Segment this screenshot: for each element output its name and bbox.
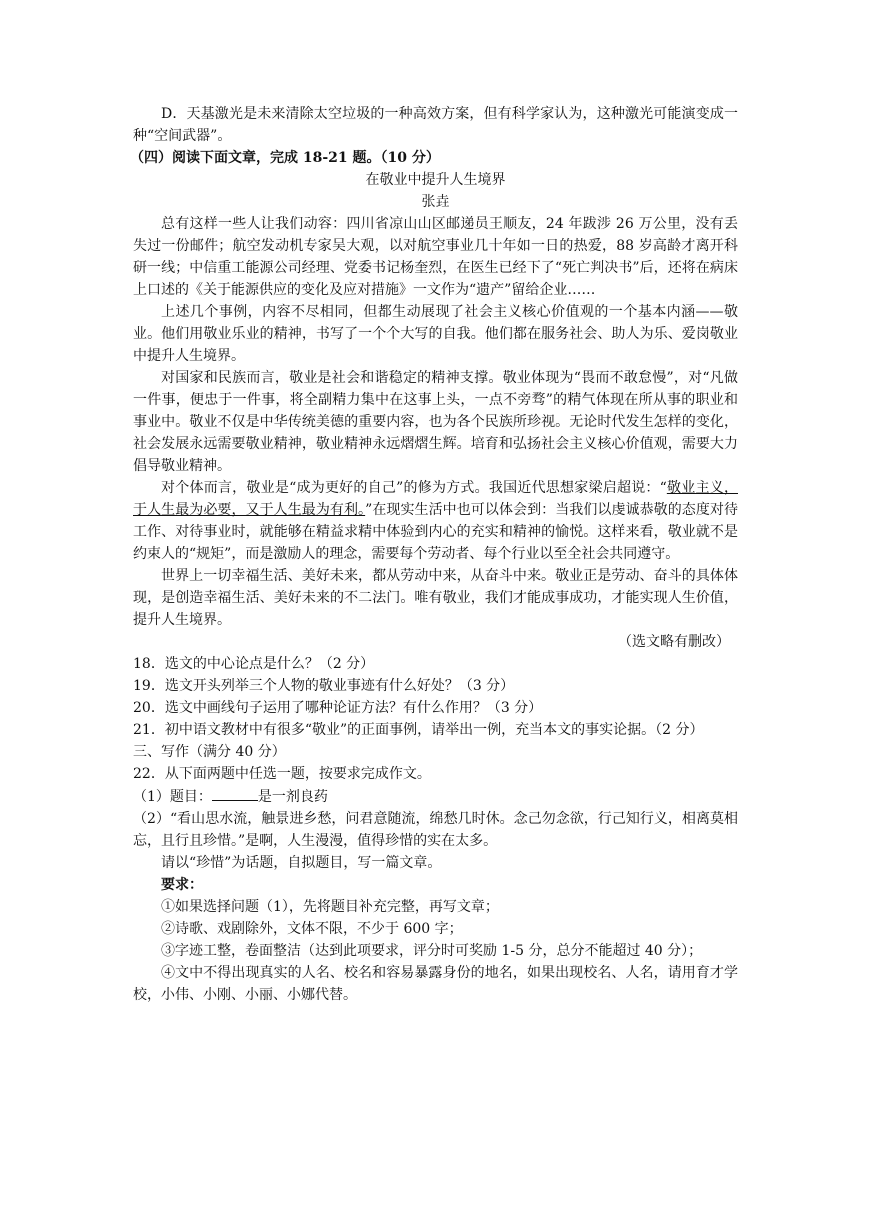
p4-text-after: ”在现实生活中也可以体会到：当我们以虔诚恭敬的态度对待工作、对待事业时，就能够在精益求精中体验到内心的充实和精神的愉悦。这样来看，敬业就不是约束人的“规矩”，而是激励人的理念，需要每个劳动者、每个行业以至全社会共同遵守。 — [133, 502, 739, 562]
article-paragraph-4 — [133, 477, 738, 565]
requirement-2: ②诗歌、戏剧除外，文体不限，不少于 600 字； — [161, 921, 463, 937]
article-paragraph-5: 世界上一切幸福生活、美好未来，都从劳动中来，从奋斗中来。敬业正是劳动、奋斗的具体体现，是创造幸福生活、美好未来的不二法门。唯有敬业，我们才能成事成功，才能实现人生价值，提升人生境界。 — [133, 568, 738, 628]
topic-1 — [133, 785, 738, 808]
topic-1-prefix: （1）题目： — [133, 789, 212, 805]
topic-2: （2）“看山思水流，触景进乡愁，问君意随流，绵愁几时休。念己勿念欲，行己知行义，相离莫相忘，且行且珍惜。”是啊，人生漫漫，值得珍惜的实在太多。 — [133, 811, 738, 849]
article-paragraph-1: 总有这样一些人让我们动容：四川省凉山山区邮递员王顺友，24 年跋涉 26 万公里，没有丢失过一份邮件；航空发动机专家吴大观，以对航空事业几十年如一日的热爱，88 岁高龄才离开科研一线；中信重工能源公司经理、党委书记杨奎烈，在医生已经下了“死亡判决书”后，还将在病床上口述的《关于能源供应的变化及应对措施》一文作为“遗产”留给企业…… — [133, 216, 738, 298]
writing-heading: 三、写作（满分 40 分） — [133, 744, 286, 760]
p4-text-before: 对个体而言，敬业是“成为更好的自己”的修为方式。我国近代思想家梁启超说：“ — [161, 480, 667, 496]
article-title: 在敬业中提升人生境界 — [365, 172, 506, 188]
question-21: 21．初中语文教材中有很多“敬业”的正面事例，请举出一例，充当本文的事实论据。（2 分） — [133, 722, 704, 738]
source-note: （选文略有删改） — [618, 634, 730, 650]
article-paragraph-2: 上述几个事例，内容不尽相同，但都生动展现了社会主义核心价值观的一个基本内涵——敬业。他们用敬业乐业的精神，书写了一个个大写的自我。他们都在服务社会、助人为乐、爱岗敬业中提升人生境界。 — [133, 304, 738, 364]
question-20: 20．选文中画线句子运用了哪种论证方法？有什么作用？（3 分） — [133, 700, 543, 716]
title-blank — [212, 785, 258, 801]
requirement-3: ③字迹工整，卷面整洁（达到此项要求，评分时可奖励 1-5 分，总分不能超过 40 分）； — [161, 943, 703, 959]
topic-1-suffix: 是一剂良药 — [257, 789, 328, 805]
requirements-label: 要求： — [161, 877, 203, 893]
question-18: 18．选文的中心论点是什么？（2 分） — [133, 656, 375, 672]
question-19: 19．选文开头列举三个人物的敬业事迹有什么好处？（3 分） — [133, 678, 515, 694]
section4-heading: （四）阅读下面文章，完成 18-21 题。（10 分） — [130, 150, 440, 166]
requirement-1: ①如果选择问题（1），先将题目补充完整，再写文章； — [161, 899, 499, 915]
underlined-sentence: 敬业主义，于人生最为必要，又于人生最为有利。 — [133, 480, 738, 518]
question-22: 22．从下面两题中任选一题，按要求完成作文。 — [133, 766, 431, 782]
option-d: D．天基激光是未来清除太空垃圾的一种高效方案，但有科学家认为，这种激光可能演变成一种“空间武器”。 — [133, 106, 738, 144]
requirement-4: ④文中不得出现真实的人名、校名和容易暴露身份的地名，如果出现校名、人名，请用育才学校，小伟、小刚、小丽、小娜代替。 — [133, 965, 738, 1003]
writing-instruction: 请以“珍惜”为话题，自拟题目，写一篇文章。 — [161, 855, 442, 871]
article-author: 张垚 — [421, 194, 450, 210]
article-paragraph-3: 对国家和民族而言，敬业是社会和谐稳定的精神支撑。敬业体现为“畏而不敢怠慢”，对“凡做一件事，便忠于一件事，将全副精力集中在这事上头，一点不旁骛”的精气体现在所从事的职业和事业中。敬业不仅是中华传统美德的重要内容，也为各个民族所珍视。无论时代发生怎样的变化，社会发展永远需要敬业精神，敬业精神永远熠熠生辉。培育和弘扬社会主义核心价值观，需要大力倡导敬业精神。 — [133, 370, 738, 474]
page-content — [130, 103, 739, 1006]
